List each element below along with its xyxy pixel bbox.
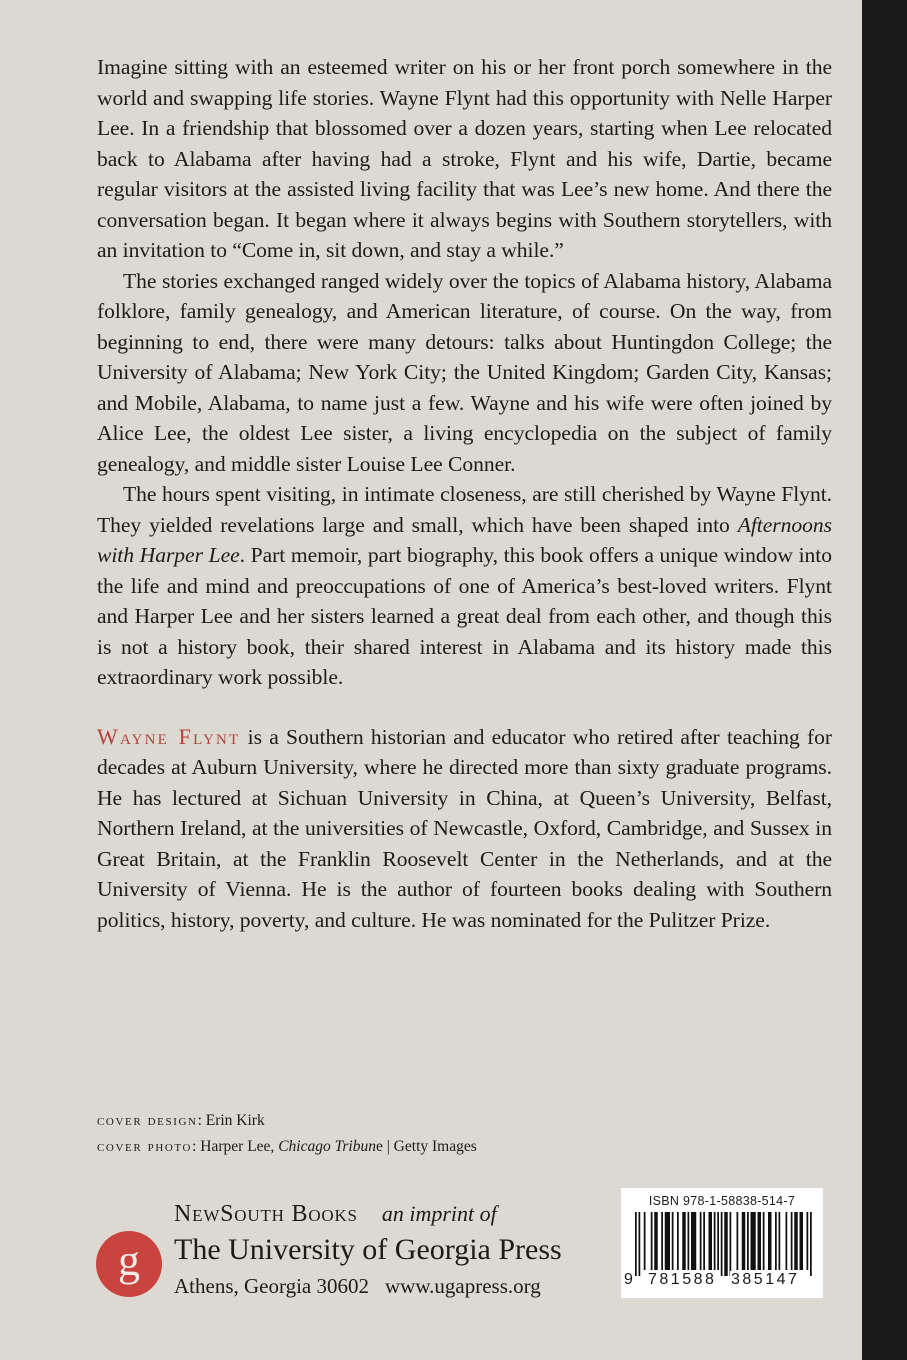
cover-design-value: Erin Kirk — [205, 1112, 265, 1129]
barcode-bar — [661, 1212, 663, 1270]
cover-design-label: cover design — [97, 1113, 198, 1129]
cover-photo-source: Chicago Tribun — [278, 1138, 376, 1155]
barcode-bar — [791, 1212, 793, 1270]
barcode-bar — [786, 1212, 788, 1270]
barcode-bar — [800, 1212, 804, 1270]
barcode-bar — [639, 1212, 641, 1276]
publisher-block — [174, 1197, 594, 1303]
isbn-barcode — [621, 1188, 823, 1298]
barcode-digits-left: 781588 — [648, 1271, 717, 1288]
barcode-bar — [730, 1212, 732, 1276]
publisher-contact — [174, 1269, 594, 1303]
barcode-bar — [677, 1212, 679, 1270]
barcode-bar — [779, 1212, 781, 1270]
barcode-bar — [747, 1212, 749, 1270]
spine-edge — [862, 0, 907, 1360]
barcode-bar — [742, 1212, 746, 1270]
publisher-url: www.ugapress.org — [385, 1274, 541, 1298]
barcode-bar — [682, 1212, 686, 1270]
barcode-bar — [651, 1212, 653, 1270]
barcode-bar — [717, 1212, 719, 1270]
barcode-bar — [665, 1212, 670, 1270]
barcode-bar — [700, 1212, 702, 1270]
barcode-bar — [721, 1212, 723, 1276]
barcode-bar — [724, 1212, 728, 1276]
barcode-bar — [635, 1212, 637, 1276]
paragraph-3-text-end: . Part memoir, part biography, this book offers a unique window into the life and mind and preoccupations of one of America’s best-loved writers. Flynt and Harper Lee and her sisters learned a great deal from each other, and though this is not a history book, their shared interest in Alabama and its history made this extraordinary work possible. — [97, 543, 832, 689]
paragraph-3-text-start: The hours spent visiting, in intimate closeness, are still cherished by Wayne Flynt. They yielded revelations large and small, which have been shaped into — [97, 482, 832, 537]
barcode-bar — [672, 1212, 674, 1270]
isbn-number: ISBN 978-1-58838-514-7 — [648, 1194, 796, 1208]
barcode-bar — [644, 1212, 646, 1270]
barcode-digit-first: 9 — [624, 1271, 633, 1288]
barcode-bar — [751, 1212, 756, 1270]
barcode-bar — [768, 1212, 772, 1270]
description-paragraph-2: The stories exchanged ranged widely over the topics of Alabama history, Alabama folklore, family genealogy, and American literature, of course. On the way, from beginning to end, there were many detours: talks about Huntingdon College; the University of Alabama; New York City; the United Kingdom; Garden City, Kansas; and Mobile, Alabama, to name just a few. Wayne and his wife were often joined by Alice Lee, the oldest Lee sister, a living encyclopedia on the subject of family genealogy, and middle sister Louise Lee Conner. — [97, 268, 832, 476]
cover-photo-credit: cover photo: Harper Lee, Chicago Tribune | Getty Images — [97, 1138, 477, 1155]
publisher-logo-mark — [96, 1231, 162, 1297]
barcode-bars — [631, 1212, 813, 1276]
barcode-bar — [691, 1212, 696, 1270]
publisher-address: Athens, Georgia 30602 — [174, 1274, 369, 1298]
imprint-of: an imprint of — [381, 1201, 497, 1226]
publisher-logo-icon — [96, 1231, 162, 1297]
back-cover-text — [97, 52, 832, 935]
author-name: Wayne Flynt — [97, 723, 241, 749]
barcode-bar — [714, 1212, 716, 1270]
imprint-name: NewSouth Books — [174, 1201, 358, 1227]
imprint-line — [174, 1197, 594, 1231]
cover-photo-label: cover photo — [97, 1139, 193, 1155]
cover-photo-agency: e | Getty Images — [375, 1138, 477, 1155]
barcode-bar — [688, 1212, 690, 1270]
author-bio-text: is a Southern historian and educator who retired after teaching for decades at Auburn University, where he directed more than sixty graduate programs. He has lectured at Sichuan University in China, at Queen’s University, Belfast, Northern Ireland, at the universities of Newcastle, Oxford, Cambridge, and Sussex in Great Britain, at the Franklin Roosevelt Center in the Netherlands, and at the University of Vienna. He is the author of fourteen books dealing with Southern politics, history, poverty, and culture. He was nominated for the Pulitzer Prize. — [97, 724, 832, 932]
book-title: Afternoons with Harper Lee — [97, 512, 832, 567]
barcode-bar — [703, 1212, 705, 1270]
author-bio — [97, 722, 832, 936]
barcode-bar — [794, 1212, 798, 1270]
publisher-name: The University of Georgia Press — [174, 1233, 562, 1266]
barcode-bar — [758, 1212, 762, 1270]
cover-photo-text: Harper Lee, — [200, 1138, 279, 1155]
description-paragraph-1: Imagine sitting with an esteemed writer on his or her front porch somewhere in the world and swapping life stories. Wayne Flynt had this opportunity with Nelle Harper Lee. In a friendship that blossomed over a dozen years, starting when Lee relocated back to Alabama after having had a stroke, Flynt and his wife, Dartie, became regular visitors at the assisted living facility that was Lee’s new home. And there the conversation began. It began where it always begins with Southern storytellers, with an invitation to “Come in, sit down, and stay a while.” — [97, 55, 832, 262]
barcode-bar — [737, 1212, 739, 1270]
barcode-bar — [775, 1212, 777, 1270]
barcode-bar — [763, 1212, 765, 1270]
publisher-logo-letter: g — [118, 1236, 140, 1285]
barcode-bar — [654, 1212, 658, 1270]
cover-credits — [97, 1108, 697, 1160]
barcode-bar — [807, 1212, 809, 1270]
cover-design-credit: cover design: Erin Kirk — [97, 1112, 265, 1129]
barcode-bar — [810, 1212, 812, 1276]
description-paragraph-3 — [97, 479, 832, 693]
barcode-digits-right: 385147 — [731, 1271, 800, 1288]
barcode-bar — [709, 1212, 713, 1270]
